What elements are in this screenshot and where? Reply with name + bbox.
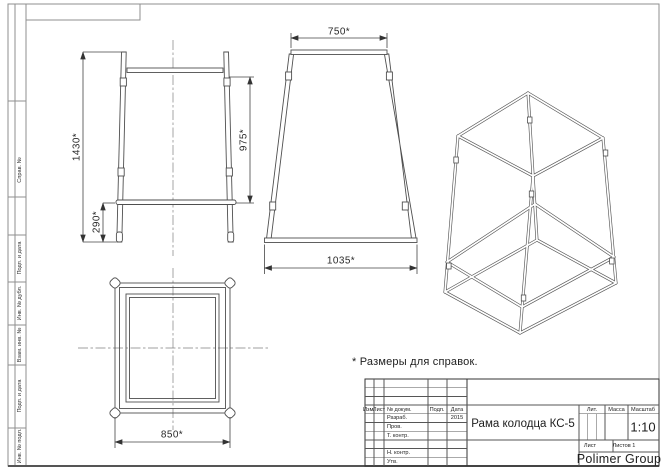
tb-mass-label: Масса: [608, 406, 625, 413]
dim-side-upper-span: 975*: [238, 128, 250, 152]
dim-side-total-height: 1430*: [71, 132, 83, 162]
view-side: [83, 40, 254, 256]
tb-row-utv: Утв.: [387, 458, 398, 465]
view-front: [265, 33, 418, 274]
dim-front-bottom-width: 1035*: [326, 255, 356, 267]
tb-sheet-label: Лист: [583, 443, 597, 449]
dim-side-lower-span: 290*: [91, 210, 103, 234]
tb-row-prov: Пров.: [387, 424, 402, 430]
margin-field-inv-dubl: Инв. № дубл.: [17, 285, 23, 321]
tb-row-tkontr: Т. контр.: [387, 432, 409, 439]
tb-col-list: Лист: [372, 406, 386, 413]
tb-col-podp: Подп.: [429, 406, 445, 413]
tb-col-docnum: № докум.: [387, 406, 412, 413]
tb-col-izm: Изм.: [363, 406, 375, 413]
tb-sheets-label: Листов 1: [612, 443, 636, 449]
tb-doc-name: Рама колодца КС-5: [471, 417, 575, 430]
view-iso: [445, 93, 616, 333]
tb-row-nkontr: Н. контр.: [387, 450, 411, 456]
sheet-frame: [8, 4, 659, 466]
tb-lit-label: Лит.: [586, 406, 598, 413]
tb-col-data: Дата: [450, 406, 464, 413]
tb-scale-label: Масштаб: [631, 406, 655, 413]
tb-scale-value: 1:10: [630, 419, 656, 435]
margin-field-inv-podl: Инв. № подл.: [17, 428, 23, 464]
margin-field-vzam-inv: Взам. инв. №: [17, 327, 23, 363]
tb-date: 2015: [450, 415, 464, 422]
reference-note: * Размеры для справок.: [352, 356, 478, 368]
view-plan: [78, 268, 268, 448]
tb-row-razrab: Разраб.: [387, 415, 408, 422]
dim-plan-width: 850*: [160, 429, 184, 441]
margin-field-sprav-no: Справ. №: [17, 157, 23, 183]
tb-company: Polimer Group: [576, 452, 662, 466]
dim-front-top-width: 750*: [327, 26, 351, 38]
margin-field-podp-data-2: Подп. и дата: [17, 379, 23, 413]
margin-field-podp-data-1: Подп. и дата: [17, 241, 23, 275]
